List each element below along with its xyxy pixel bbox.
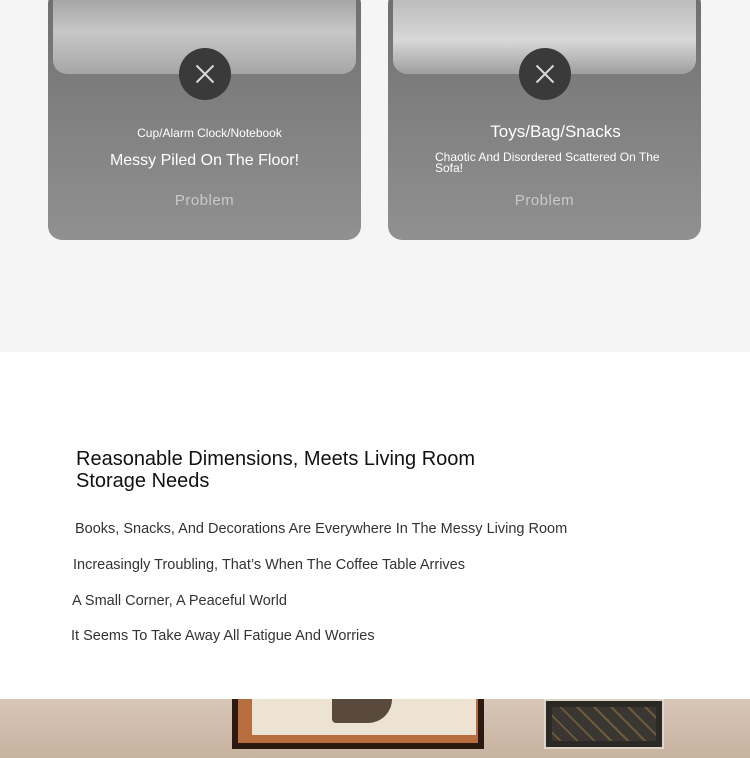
card-items-title: Toys/Bag/Snacks [490, 122, 621, 141]
living-room-photo [0, 699, 750, 758]
problem-tag: Problem [174, 192, 235, 209]
bird-illustration [332, 699, 392, 723]
card-problem-title: Messy Piled On The Floor! [109, 152, 300, 169]
feature-line: Increasingly Troubling, That’s When The Coffee Table Arrives [73, 557, 465, 573]
feature-line: It Seems To Take Away All Fatigue And Worries [71, 628, 375, 644]
feature-line: A Small Corner, A Peaceful World [72, 593, 287, 609]
close-icon [519, 48, 571, 100]
feature-section [0, 352, 750, 699]
problem-card-sofa [388, 0, 701, 240]
close-icon [179, 48, 231, 100]
problem-section [0, 0, 750, 352]
card-items-label: Cup/Alarm Clock/Notebook [137, 126, 282, 140]
card-problem-description: Chaotic And Disordered Scattered On The Sofa! [435, 150, 660, 175]
pattern-art-frame [544, 699, 664, 749]
feature-line: Books, Snacks, And Decorations Are Everywhere In The Messy Living Room [75, 521, 568, 537]
bird-art-frame [232, 699, 484, 749]
problem-card-floor [48, 0, 361, 240]
problem-tag: Problem [514, 192, 575, 209]
feature-headline: Reasonable Dimensions, Meets Living Room Storage Needs [76, 448, 476, 492]
